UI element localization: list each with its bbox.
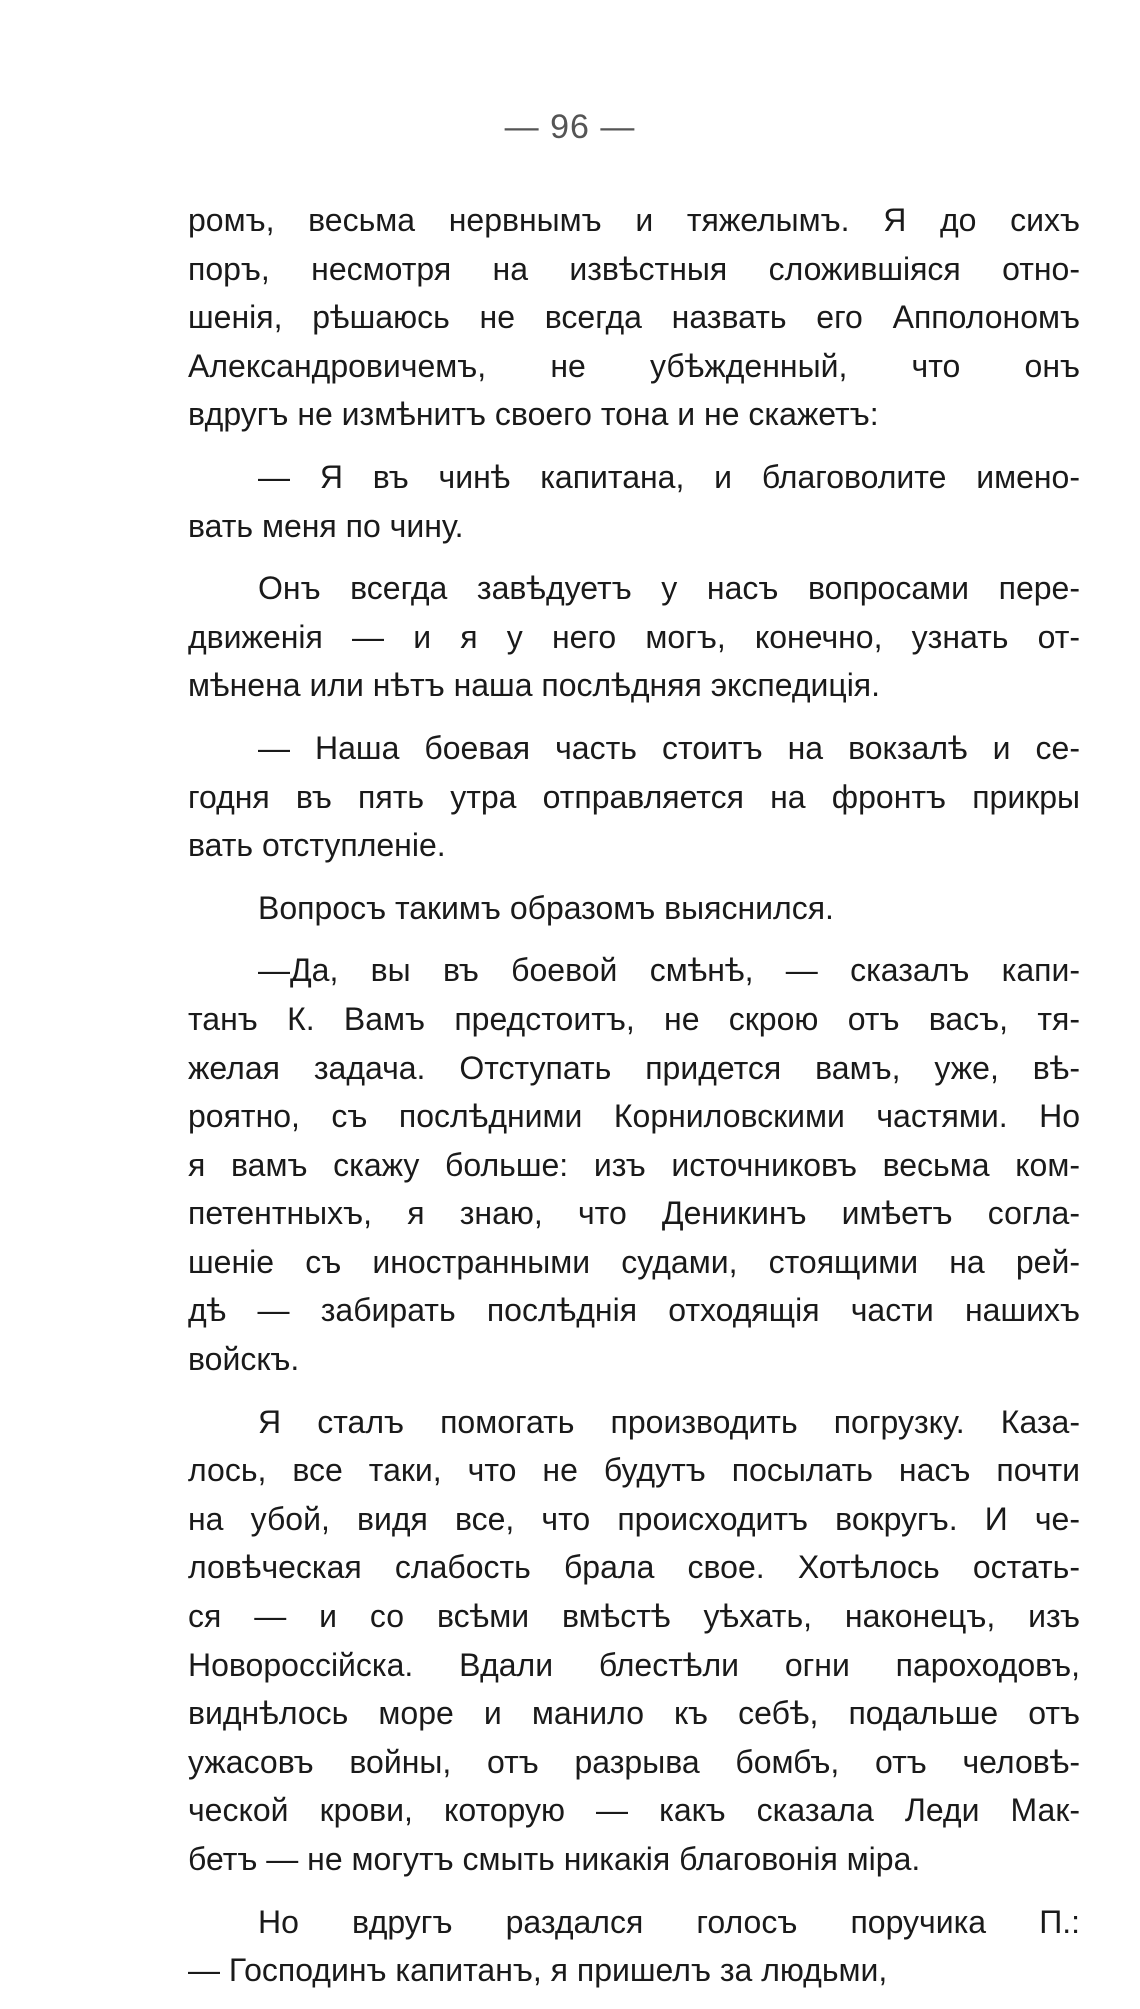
text-line: —Да, вы въ боевой смѣнѣ, — сказалъ капи- [258,952,1080,989]
text-line: шеніе съ иностранными судами, стоящими на рей- [188,1243,1080,1280]
text-line: войскъ. [188,1341,300,1378]
text-line: ся — и со всѣми вмѣстѣ уѣхать, наконецъ, изъ [188,1598,1080,1635]
text-line: вать отступленіе. [188,827,446,864]
text-line: Александровичемъ, не убѣжденный, что онъ [188,347,1080,384]
text-line: лось, все таки, что не будутъ посылать насъ почти [188,1452,1080,1489]
paragraph [188,884,1080,933]
text-line: поръ, несмотря на извѣстныя сложившіяся отно- [188,250,1080,287]
text-line: ужасовъ войны, отъ разрыва бомбъ, отъ человѣ- [188,1743,1080,1780]
text-line: — Господинъ капитанъ, я пришелъ за людьми, [188,1952,888,1989]
text-line: ромъ, весьма нервнымъ и тяжелымъ. Я до сихъ [188,202,1080,238]
text-line: ческой крови, которую — какъ сказала Леди Мак- [188,1792,1080,1829]
text-line: бетъ — не могутъ смыть никакія благовонія міра. [188,1841,921,1877]
text-line: годня въ пять утра отправляется на фронтъ прикры [188,778,1080,815]
page-number: — 96 — [504,108,636,146]
text-line: — Наша боевая часть стоитъ на вокзалѣ и се- [258,729,1080,766]
text-line: я вамъ скажу больше: изъ источниковъ весьма ком- [188,1146,1080,1183]
paragraph [188,946,1080,1383]
paragraph [188,1398,1080,1884]
text-line: Новороссійска. Вдали блестѣли огни пароходовъ, [188,1646,1080,1683]
text-line: вать меня по чину. [188,507,464,544]
text-line: мѣнена или нѣтъ наша послѣдняя экспедиція. [188,667,881,704]
paragraph [188,196,1080,439]
paragraph [188,724,1080,870]
text-line: роятно, съ послѣдними Корниловскими частями. Но [188,1098,1080,1135]
text-line: на убой, видя все, что происходитъ вокругъ. И че- [188,1500,1080,1537]
body-text [188,196,1080,2009]
text-line: ловѣческая слабость брала свое. Хотѣлось остать- [188,1549,1080,1586]
text-line: танъ К. Вамъ предстоитъ, не скрою отъ васъ, тя- [188,1000,1080,1037]
text-line: шенія, рѣшаюсь не всегда назвать его Апполономъ [188,299,1080,336]
text-line: Онъ всегда завѣдуетъ у насъ вопросами пере- [258,570,1080,607]
text-line: вдругъ не измѣнитъ своего тона и не скажетъ: [188,396,879,433]
text-line: виднѣлось море и манило къ себѣ, подальше отъ [188,1695,1080,1732]
text-line: Я сталъ помогать производить погрузку. Каза- [258,1403,1080,1440]
text-line: движенія — и я у него могъ, конечно, узнать от- [188,618,1080,655]
text-line: желая задача. Отступать придется вамъ, уже, вѣ- [188,1049,1080,1086]
text-line: — Я въ чинѣ капитана, и благоволите имено- [258,458,1080,495]
paragraph [188,1898,1080,1995]
paragraph [188,453,1080,550]
text-line: Вопросъ такимъ образомъ выяснился. [258,889,834,926]
text-line: дѣ — забирать послѣднія отходящія части нашихъ [188,1292,1080,1329]
text-line: Но вдругъ раздался голосъ поручика П.: [258,1903,1080,1940]
text-line: петентныхъ, я знаю, что Деникинъ имѣетъ согла- [188,1195,1080,1232]
paragraph [188,564,1080,710]
